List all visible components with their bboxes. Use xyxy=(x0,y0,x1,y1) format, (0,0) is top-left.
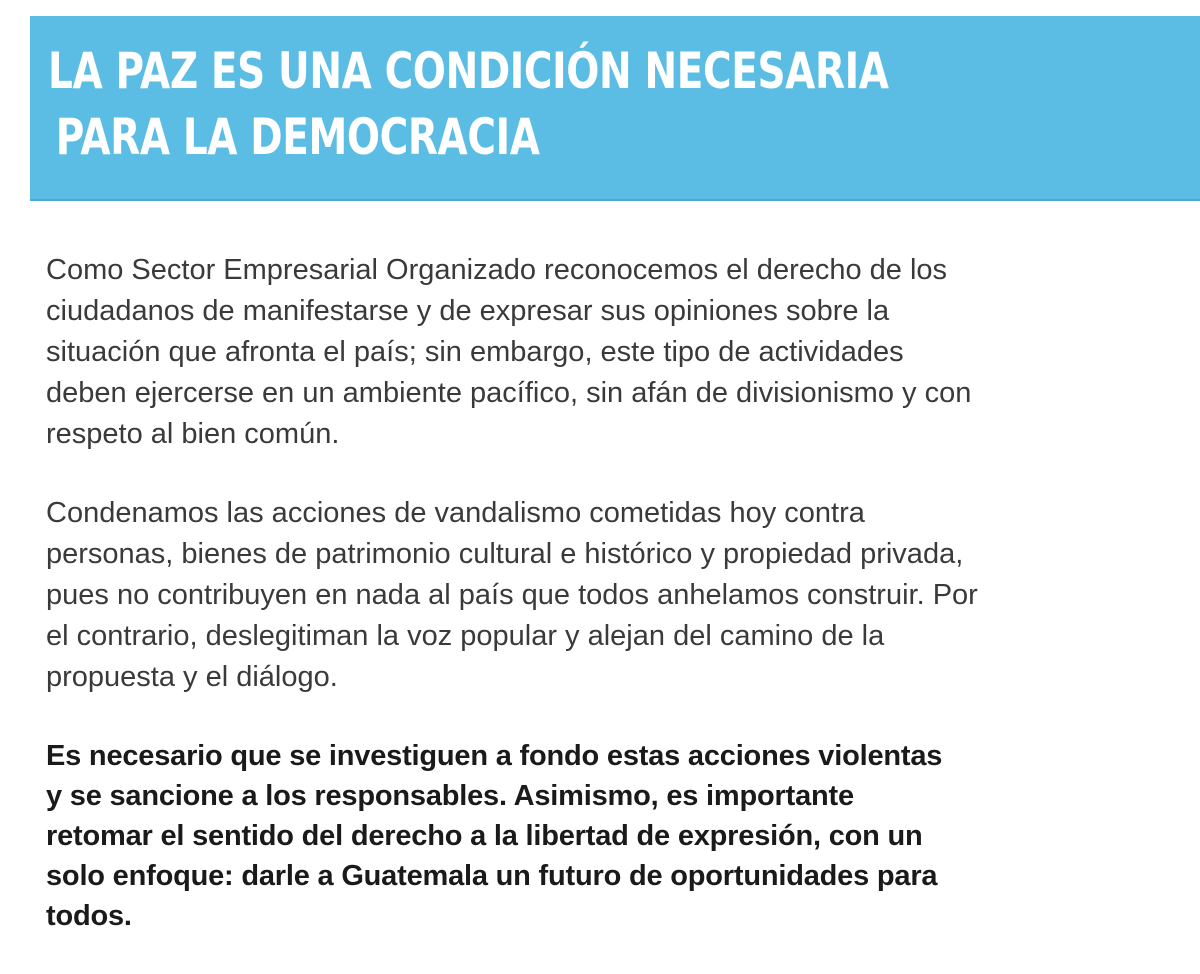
paragraph-2 xyxy=(46,493,1176,698)
paragraph-2-line: personas, bienes de patrimonio cultural e histórico y propiedad privada, xyxy=(46,538,964,570)
paragraph-2-line: el contrario, deslegitiman la voz popular y alejan del camino de la xyxy=(46,620,885,652)
paragraph-3-line: todos. xyxy=(46,900,132,932)
paragraph-1-line: ciudadanos de manifestarse y de expresar sus opiniones sobre la xyxy=(46,295,890,327)
paragraph-3-line: y se sancione a los responsables. Asimismo, es importante xyxy=(46,780,854,812)
paragraph-3-line: retomar el sentido del derecho a la libertad de expresión, con un xyxy=(46,820,923,852)
paragraph-3-line: Es necesario que se investiguen a fondo estas acciones violentas xyxy=(46,740,943,772)
statement-body xyxy=(46,250,1176,974)
paragraph-2-line: Condenamos las acciones de vandalismo cometidas hoy contra xyxy=(46,497,865,529)
paragraph-3-line: solo enfoque: darle a Guatemala un futuro de oportunidades para xyxy=(46,860,938,892)
headline xyxy=(48,38,889,170)
top-margin xyxy=(0,0,1200,16)
headline-line-2: PARA LA DEMOCRACIA xyxy=(55,108,540,166)
header-banner xyxy=(30,16,1200,201)
paragraph-2-line: propuesta y el diálogo. xyxy=(46,661,338,693)
paragraph-1-line: respeto al bien común. xyxy=(46,418,340,450)
paragraph-1 xyxy=(46,250,1176,455)
paragraph-2-line: pues no contribuyen en nada al país que todos anhelamos construir. Por xyxy=(46,579,978,611)
paragraph-1-line: Como Sector Empresarial Organizado reconocemos el derecho de los xyxy=(46,254,948,286)
paragraph-1-line: deben ejercerse en un ambiente pacífico, sin afán de divisionismo y con xyxy=(46,377,972,409)
paragraph-3-emphasis xyxy=(46,736,1176,936)
paragraph-1-line: situación que afronta el país; sin embargo, este tipo de actividades xyxy=(46,336,904,368)
headline-line-1: LA PAZ ES UNA CONDICIÓN NECESARIA xyxy=(48,42,889,100)
